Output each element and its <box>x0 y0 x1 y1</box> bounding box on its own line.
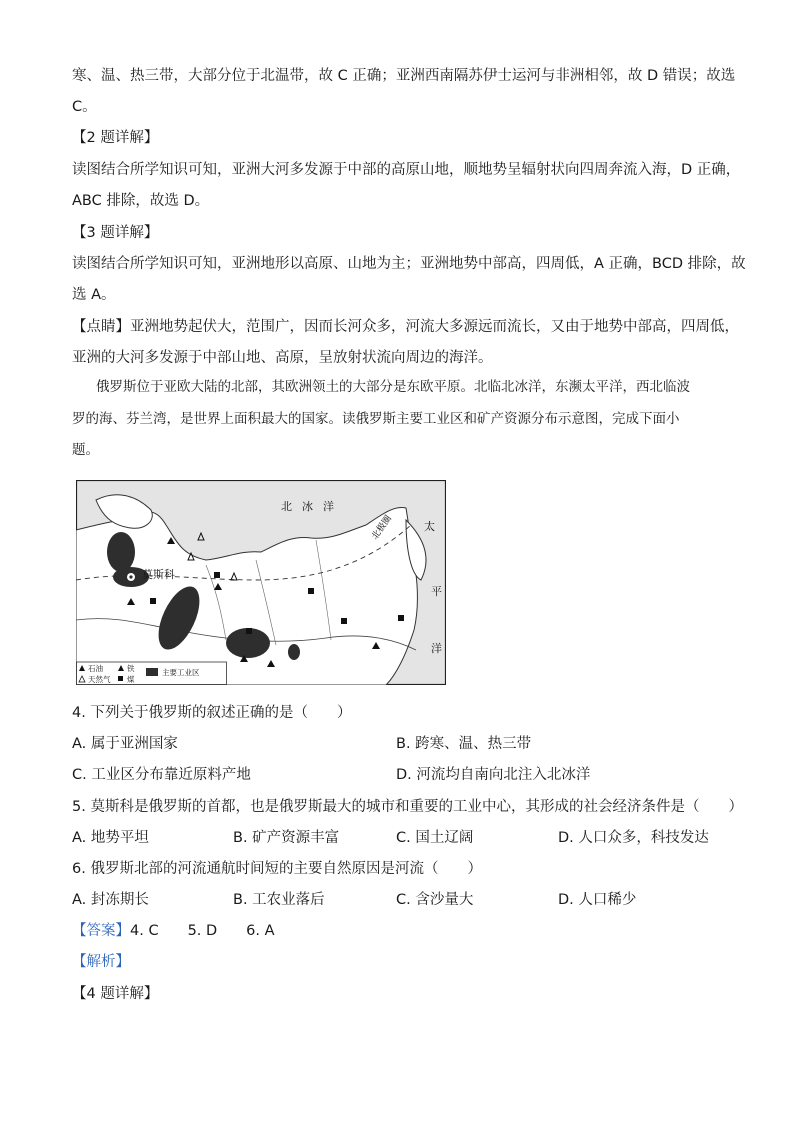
question-6-stem: 6. 俄罗斯北部的河流通航时间短的主要自然原因是河流（ ） <box>72 861 482 877</box>
passage-line: 俄罗斯位于亚欧大陆的北部，其欧洲领土的大部分是东欧平原。北临北冰洋，东濒太平洋，西北临波 <box>96 379 690 395</box>
tip-line <box>72 317 739 337</box>
analysis-label: 【解析】 <box>72 954 130 970</box>
legend-industry: 主要工业区 <box>162 668 200 677</box>
question-6-option-c[interactable]: C. 含沙量大 <box>396 892 474 908</box>
passage-line: 题。 <box>72 442 99 458</box>
answer-text: 4. C 5. D 6. A <box>130 923 275 939</box>
explanation-line: 选 A。 <box>72 287 116 303</box>
question-5-option-d[interactable]: D. 人口众多，科技发达 <box>558 830 709 846</box>
section-heading: 【2 题详解】 <box>72 130 159 146</box>
ocean-label-north: 北冰洋 <box>281 500 344 513</box>
tip-label: 【点睛】 <box>72 319 130 335</box>
question-6-option-a[interactable]: A. 封冻期长 <box>72 892 149 908</box>
map-legend <box>77 662 227 685</box>
question-6-option-b[interactable]: B. 工农业落后 <box>233 892 325 908</box>
ocean-label-east: 洋 <box>431 642 442 655</box>
question-4-option-c[interactable]: C. 工业区分布靠近原料产地 <box>72 767 251 783</box>
answer-label: 【答案】 <box>72 923 130 939</box>
question-5-option-b[interactable]: B. 矿产资源丰富 <box>233 830 340 846</box>
industrial-region <box>288 644 300 660</box>
legend-oil: 石油 <box>88 664 103 673</box>
ocean-label-east: 平 <box>431 585 442 598</box>
arctic-circle-label: 北极圈 <box>370 513 394 542</box>
explanation-line: 读图结合所学知识可知，亚洲大河多发源于中部的高原山地，顺地势呈辐射状向四周奔流入海，D 正确， <box>72 162 741 178</box>
industrial-region <box>107 532 135 572</box>
russia-industry-map <box>76 480 446 685</box>
explanation-line: 寒、温、热三带，大部分位于北温带，故 C 正确；亚洲西南隔苏伊士运河与非洲相邻，故 D 错误；故选 <box>72 68 736 84</box>
explanation-line: ABC 排除，故选 D。 <box>72 193 210 209</box>
passage-line: 罗的海、芬兰湾，是世界上面积最大的国家。读俄罗斯主要工业区和矿产资源分布示意图，完成下面小 <box>72 411 680 427</box>
legend-coal: 煤 <box>127 675 135 684</box>
question-5-stem: 5. 莫斯科是俄罗斯的首都，也是俄罗斯最大的城市和重要的工业中心，其形成的社会经济条件是（ ） <box>72 799 743 815</box>
section-heading: 【3 题详解】 <box>72 225 159 241</box>
ocean-label-east: 太 <box>424 520 435 533</box>
city-label-moscow: 莫斯科 <box>142 568 175 581</box>
question-6-option-d[interactable]: D. 人口稀少 <box>558 892 637 908</box>
explanation-line: 亚洲的大河多发源于中部山地、高原，呈放射状流向周边的海洋。 <box>72 350 493 366</box>
question-4-option-b[interactable]: B. 跨寒、温、热三带 <box>396 736 532 752</box>
legend-iron: 铁 <box>127 664 135 673</box>
question-5-option-c[interactable]: C. 国土辽阔 <box>396 830 474 846</box>
section-heading: 【4 题详解】 <box>72 986 159 1002</box>
explanation-line: 读图结合所学知识可知，亚洲地形以高原、山地为主；亚洲地势中部高，四周低，A 正确，BCD 排除，故 <box>72 256 746 272</box>
explanation-line: C。 <box>72 99 97 115</box>
answer-line <box>72 921 275 941</box>
legend-gas: 天然气 <box>88 675 111 684</box>
question-4-stem: 4. 下列关于俄罗斯的叙述正确的是（ ） <box>72 705 352 721</box>
question-4-option-d[interactable]: D. 河流均自南向北注入北冰洋 <box>396 767 591 783</box>
question-5-option-a[interactable]: A. 地势平坦 <box>72 830 149 846</box>
tip-text: 亚洲地势起伏大，范围广，因而长河众多，河流大多源远而流长，又由于地势中部高，四周低， <box>130 319 739 335</box>
question-4-option-a[interactable]: A. 属于亚洲国家 <box>72 736 178 752</box>
